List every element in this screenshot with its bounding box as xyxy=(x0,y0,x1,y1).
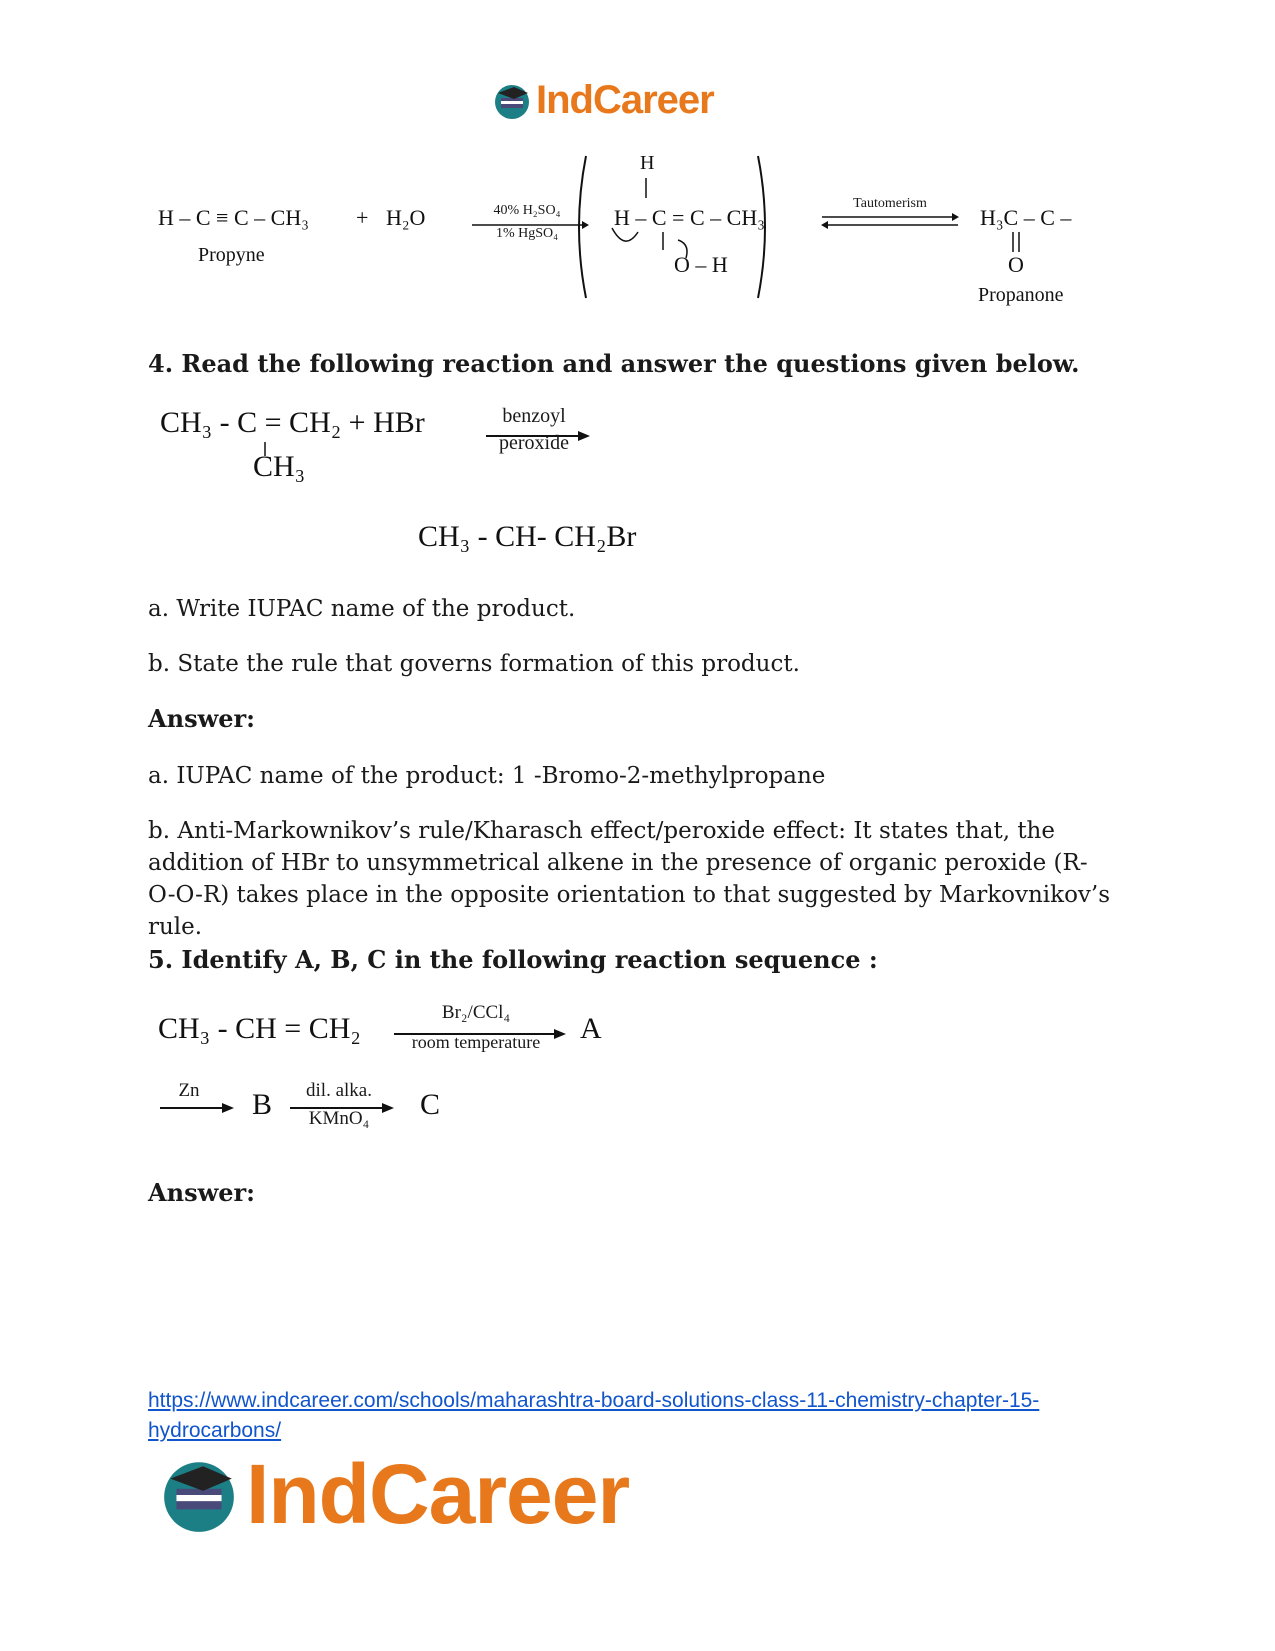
tautomerism-label: Tautomerism xyxy=(853,196,927,211)
propanone-chain: H₃C – C – xyxy=(980,205,1072,230)
product-c: C xyxy=(420,1088,441,1121)
alkene-formula: CH₃ - C = CH₂ + HBr xyxy=(160,406,425,439)
question-4-heading: 4. Read the following reaction and answer the questions given below. xyxy=(148,349,1080,378)
answer-label-4: Answer: xyxy=(148,704,256,733)
graduation-globe-icon xyxy=(492,81,532,121)
source-link-line1[interactable]: https://www.indcareer.com/schools/maharashtra-board-solutions-class-11-chemistry-chapter-15- xyxy=(148,1389,1040,1412)
product-a: A xyxy=(580,1012,602,1045)
source-link-line2[interactable]: hydrocarbons/ xyxy=(148,1419,282,1442)
propyne-formula: H – C ≡ C – CH₃ xyxy=(158,205,309,230)
arrow3-top: dil. alka. xyxy=(306,1080,372,1101)
graduation-globe-icon xyxy=(158,1454,240,1536)
logo-text: IndCareer xyxy=(246,1447,630,1541)
product-b: B xyxy=(252,1088,273,1121)
propyne-label: Propyne xyxy=(198,244,265,266)
question-4-part-a: a. Write IUPAC name of the product. xyxy=(148,596,576,622)
equilibrium-arrows xyxy=(820,213,960,229)
answer-4b: b. Anti-Markownikov’s rule/Kharasch effect/peroxide effect: It states that, the addition of HBr to unsymmetrical alkene in the presence of organic peroxide (R-O-O-R) takes place in the opposite orientation to that suggested by Markovnikov’s rule. xyxy=(148,818,1111,940)
question-5-heading: 5. Identify A, B, C in the following reaction sequence : xyxy=(148,945,878,974)
catalyst-top: 40% H₂SO₄ xyxy=(493,203,561,218)
answer-4a: a. IUPAC name of the product: 1 -Bromo-2-methylpropane xyxy=(148,763,826,789)
header-logo xyxy=(492,78,714,123)
question-4-part-b: b. State the rule that governs formation of this product. xyxy=(148,651,800,677)
enol-chain: H – C = C – CH₃ xyxy=(614,205,765,230)
propanone-label: Propanone xyxy=(978,284,1064,306)
footer-logo xyxy=(158,1446,629,1543)
source-link[interactable] xyxy=(148,1386,1039,1446)
water-formula: H₂O xyxy=(386,205,426,230)
arrow1-bottom: room temperature xyxy=(411,1032,541,1052)
methyl-branch: CH₃ xyxy=(253,450,306,483)
arrow1-top: Br₂/CCl₄ xyxy=(441,1002,511,1023)
arrow-bottom-peroxide: peroxide xyxy=(499,432,569,454)
propene-formula: CH₃ - CH = CH₂ xyxy=(158,1012,361,1045)
intermediate-h: H xyxy=(640,152,655,174)
arrow3-bottom: KMnO₄ xyxy=(308,1108,370,1129)
logo-text: IndCareer xyxy=(536,78,714,122)
carbonyl-double-bond xyxy=(1010,232,1022,254)
catalyst-bottom: 1% HgSO₄ xyxy=(495,226,559,241)
enol-oh: O – H xyxy=(674,252,728,277)
arrow-top-benzoyl: benzoyl xyxy=(502,405,566,427)
propanone-o: O xyxy=(1008,252,1024,277)
product-formula: CH₃ - CH- CH₂Br xyxy=(418,520,637,553)
arrow2-top: Zn xyxy=(178,1080,200,1101)
reaction-arrow-2 xyxy=(158,1102,240,1114)
plus-sign: + xyxy=(356,205,369,230)
answer-label-5: Answer: xyxy=(148,1178,256,1207)
